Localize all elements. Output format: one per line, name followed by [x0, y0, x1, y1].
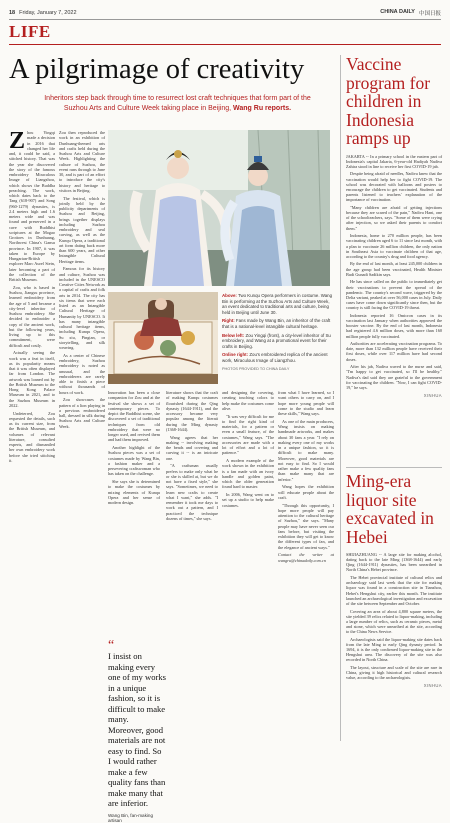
masthead: [9, 7, 441, 19]
article-column-3: [108, 390, 160, 636]
paragraph: The festival, which is jointly held by the publicity departments of Suzhou and Beijing, brings together displays including Suzhou embroidery and seal carving, as well as the Kunqu Opera, a traditional art form dating back more than 600 years, and other Intangible Cultural Heritage items.: [59, 195, 105, 264]
paragraph: Zou showcases the pattern of a lion playing in a previous embroidered hall, dressed in silk during Suzhou Arts and Culture Week.: [59, 397, 105, 429]
kunqu-performers-photo: [108, 130, 330, 286]
embroidery-illustration: [108, 292, 218, 384]
paragraph: Famous for its history and culture, Suzhou was included in the UNESCO Creative Cities Network as a capital of crafts and folk arts in 2014. The city has six items that were each listed as an Intangible Cultural Heritage of Humanity by UNESCO. It has many intangible cultural heritage items, including Kunqu Opera, Su xiu, Pingtan, or storytelling, and silk weaving.: [59, 266, 105, 350]
paragraph: In 2006, Wang went on to set up a studio to help make costumes.: [222, 492, 274, 508]
paragraph: As one of the main producers, Wang insists on making handmade artworks, and makes about 30 fans a year. "I rely on making every one of my works in a unique fashion, so it is difficult to make many. Moreover, good materials are not easy to find. So I would rather make a few quality fans than make many that are inferior.": [278, 418, 334, 482]
pull-quote-text: I insist on making every one of my works in a unique fashion, so it is difficult to make many. Moreover, good materials are not easy to find. So I would rather make a few quality fans than make many that are inferior.: [108, 651, 166, 808]
photo-caption: [222, 293, 334, 375]
sidebar-liquor-story: [346, 472, 442, 742]
sidebar-1-agency: XINHUA: [423, 392, 442, 398]
page-number: 18: [9, 10, 16, 16]
paragraph: A modern example of the work shown in the exhibition is a fan made with an ivory handle and golden paint, which the older generation found hard to master.: [222, 458, 274, 490]
article-column-1: [9, 130, 55, 642]
caption-text-online: Zou's embroidered replica of the ancient work, Miraculous Image of Liangzhou.: [222, 352, 328, 363]
article-headline: A pilgrimage of creativity: [9, 54, 305, 85]
paragraph: SHIJIAZHUANG -- A large site for making alcohol, dating back to the late Ming (1368-1644) and early Qing (1644-1911) dynasties, has been unearthed in North China's Hebei province.: [346, 552, 442, 573]
kunqu-performers-illustration: [108, 130, 330, 286]
masthead-rule: [9, 19, 441, 20]
paper-name: CHINA DAILY: [380, 9, 415, 15]
paragraph: Archaeologists said the liquor-making site dates back from the late Ming to early Qing dynasty period. In 1694, it is the only confirmed liquor-making site in the Hengshui area. The discovery of the site was also recorded in North China.: [346, 636, 442, 663]
caption-label-online: Online right:: [222, 352, 249, 358]
pull-quote: [108, 638, 166, 823]
caption-label-below: Below left:: [222, 332, 245, 338]
writer-email-link[interactable]: wangru@chinadaily.com.cn: [278, 557, 326, 563]
section-title: LIFE: [9, 22, 51, 41]
paragraph: "A craftsman usually prefers to make only what he or she is skilled at, but we do not have a fixed style," she says. "Sometimes, we need to learn new crafts to create what I want," she adds. "I remember it took me days to work out a pattern, and I practiced the technique dozens of times," she says.: [166, 463, 218, 521]
paragraph: The layout, structure and scale of the site are rare in China, giving it high historical and cultural research value, according to the archaeologists.: [346, 665, 442, 681]
paragraph: Innovation has been a close companion for Zou and at the festival she shows a set of contemporary pieces. To depict the Buddhist scene, she discovered a set of traditional techniques from old embroidery that were no longer used, and revived them and had them improved.: [108, 390, 160, 443]
issue-date: Friday, January 7, 2022: [19, 10, 77, 16]
paragraph: "Through this opportunity, I hope more people will pay attention to the cultural heritage of Suzhou," she says. "Many people may have never seen our fans before, but visiting the exhibition they will get to know the different types of fan, and the elegance of ancient ways.": [278, 502, 334, 550]
standfirst-text: Inheritors step back through time to resurrect lost craft techniques that form part of the Suzhou Arts and Culture Week taking place in Beijing,: [44, 95, 311, 112]
caption-label-right: Right:: [222, 318, 235, 324]
section-rule: [9, 44, 441, 45]
contact-label: Contact the writer at: [278, 552, 334, 558]
caption-text-right: Fans made by Wang Bin, an inheritor of the craft that is a national-level intangible cultural heritage.: [222, 318, 331, 329]
paper-chinese-name: 中国日报: [418, 11, 441, 17]
paragraph: Indonesia reported 16 Omicron cases in its vaccination last January when authorities approved the booster vaccine. By the end of last month, Indonesia had registered 4.6 million doses, with more than 160 million people fully vaccinated.: [346, 312, 442, 339]
paragraph: As a center of Chinese embroidery, Suzhou embroidery is noted as unusual, and the embroiderers are rarely able to finish a piece without thousands of hours of work.: [59, 352, 105, 395]
caption-label-above: Above:: [222, 293, 237, 298]
byline: Wang Ru reports.: [233, 104, 292, 112]
paragraph: and designing the covering, creating touching colors to help make the costumes come alive.: [222, 390, 274, 411]
caption-text-below: Zou Yingqi (front), a city-level inheritor of Su embroidery, and Wang at a promotional event for their crafts in Beijing.: [222, 332, 331, 349]
writer-contact: [278, 552, 334, 563]
quote-mark-icon: “: [108, 638, 115, 653]
drop-cap: Z: [9, 128, 26, 154]
caption-text-above: Two Kunqu Opera performers in costume. Wang Bin is performing at the Suzhou Arts and Culture Week, an event dedicated to traditional arts and culture, being held in Beijing until June 30.: [222, 293, 333, 315]
paragraph: He has since called on the public to immediately get their vaccinations to prevent the spread of the pandemic. The country's second wave, triggered by the Delta variant, peaked at over 56,000 cases in July. Daily cases have come down significantly since then, but the country is still facing the COVID-19 threat.: [346, 279, 442, 311]
paragraph: Indonesia, home to 270 million people, has been vaccinating children aged 6 to 11 since last month, with a plan to vaccinate 26 million children, the only nation in Southeast Asia to vaccinate children of that age, according to the country's drug and food agency.: [346, 233, 442, 259]
paragraph: She says she is determined to make the costumes by mixing elements of Kunqu Opera and her sense of modern design.: [108, 479, 160, 505]
paragraph: Another highlight of the Suzhou pieces was a set of costumes made by Wang Bin, a fashion maker and a persevering craftswoman who has taken on the challenge.: [108, 445, 160, 477]
article-standfirst: [40, 94, 315, 113]
sidebar-vaccine-story: [346, 55, 442, 463]
paragraph: "Many children are afraid of getting injections because they are scared of the pain," Nadiva Hani, one of the schoolteachers, says. "Some of them were crying after injection, so we asked their parents to comfort them.": [346, 204, 442, 231]
paragraph: Undeterred, Zou requested the details, such as its current size, from the British Museum, and volumes of relevant literature, consulted experts, and dismantled her own embroidery work before she tried stitching it.: [9, 410, 55, 463]
column-divider: [340, 55, 341, 741]
sidebar-2-body: [346, 552, 442, 681]
paragraph: Authorities are accelerating vaccination programs. To date, more than 132 million people have received their first doses, while over 117 million have had second doses.: [346, 341, 442, 362]
paragraph: Zou then reproduced the work in an exhibition of Dunhuang-themed arts and crafts held during the Suzhou Arts and Culture Week. Highlighting the culture of Suzhou, the event runs through to June 30, and is part of an effort to introduce the city's history and heritage to visitors in Beijing.: [59, 130, 105, 193]
embroidery-work-photo: [108, 292, 218, 384]
paragraph: After his jab, Nadiva waved to the nurse and said, "I'm happy to get vaccinated, so I'll be healthy." Nadiva's dad said they are grateful to the government for vaccinating the children. "Now, I can fight COVID-19," he says.: [346, 364, 442, 390]
sidebar-2-agency: XINHUA: [423, 683, 442, 689]
sidebar-1-headline: Vaccine program for children in Indonesia ramps up: [346, 54, 431, 148]
paragraph: Despite being afraid of needles, Nadiva knew that the vaccination would help her to fight COVID-19. The school was decorated with balloons and posters to encourage the children to get vaccinated. Students and parents listened to teachers' explanation of the importance of vaccination.: [346, 171, 442, 203]
sidebar-2-headline: Ming-era liquor site excavated in Hebei: [346, 471, 434, 547]
paragraph: By the end of last month, at least 245,000 children in the age group had been vaccinated, Health Minister Budi Gunadi Sadikin says.: [346, 261, 442, 277]
paragraph: Actually seeing the work was a feat in itself, as its popularity means that it was often displayed far from London. The artwork was loaned out by the British Museum to the Hong Kong Palace Museum in 2021, and to the Suzhou Museum in 2022.: [9, 350, 55, 408]
paragraph: hou Yingqi made a decision in 2016 that changed her life and, it could be said, a stitched history. That was the year she discovered the story of the famous embroidery Miraculous Image of Liangzhou, which shows the Buddha preaching. The work, which dates back to the Tang (618-907) and Song (960-1279) dynasties, is 2.4 meters high and 1.6 meters wide and was found and preserved in a cave with Buddhist scriptures at the Mogao Grottoes in Dunhuang, Northwest China's Gansu province. In 1907, it was taken to Europe by Hungarian-British explorer Marc Aurel Stein, later becoming a part of the collection of the British Museum.: [9, 130, 55, 282]
sidebar-1-body: [346, 154, 442, 391]
paragraph: Zou, who is based in Suzhou, Jiangsu province, learned embroidery from the age of 5 and became a city-level inheritor of Suzhou embroidery. She decided to embroider a copy of the ancient work, but the following years, living up to this commitment, were difficult and costly.: [9, 284, 55, 348]
paragraph: The Hebei provincial institute of cultural relics and archaeology said last week that the site for making liquor was found in a construction site in Tianzhou, Hebei's Hengshui city, earlier this month. The institute launched an archaeological investigation and excavation of the site between September and October.: [346, 575, 442, 606]
sidebar-divider: [346, 467, 442, 468]
paragraph: literature shows that the craft of making Kunqu costumes flourished during the Qing dynasty (1644-1911), and the accessory became very popular among the literati during the Ming dynasty (1368-1644).: [166, 390, 218, 432]
paragraph: Wang hopes the exhibition will educate people about the craft.: [278, 484, 334, 500]
article-column-5: [222, 390, 274, 740]
article-column-2: [59, 130, 105, 642]
pull-quote-attribution: Wang Bin, fan-making artisan: [108, 812, 154, 823]
paragraph: from what I have learned, so I want others to carry on, and I hope more young people will come to the studio and learn these skills," Wang says.: [278, 390, 334, 416]
paragraph: Wang agrees that her making -- involving making the beads and covering and carving it -- is an intricate one.: [166, 434, 218, 461]
paragraph: "It was very difficult for me to find the right kind of materials, for a pattern or even a small feature, of the costumes," Wang says. "The accessories are made with a lot of effort and a lot of patience.": [222, 413, 274, 456]
article-column-4: [166, 390, 218, 740]
photo-credit: PHOTOS PROVIDED TO CHINA DAILY: [222, 366, 290, 371]
article-column-6: [278, 390, 334, 740]
paragraph: Covering an area of about 4,800 square meters, the site yielded 39 relics related to liquor-making, including a large number of relics, such as ceramic pieces, metal and stone, which were unearthed at the site, according to the China News Service.: [346, 608, 442, 635]
paragraph: JAKARTA -- In a primary school in the eastern part of Indonesia's capital Jakarta, 6-year-old Hadiyah Nadiva Zahira stood in line to receive her first COVID-19 jab.: [346, 153, 442, 169]
